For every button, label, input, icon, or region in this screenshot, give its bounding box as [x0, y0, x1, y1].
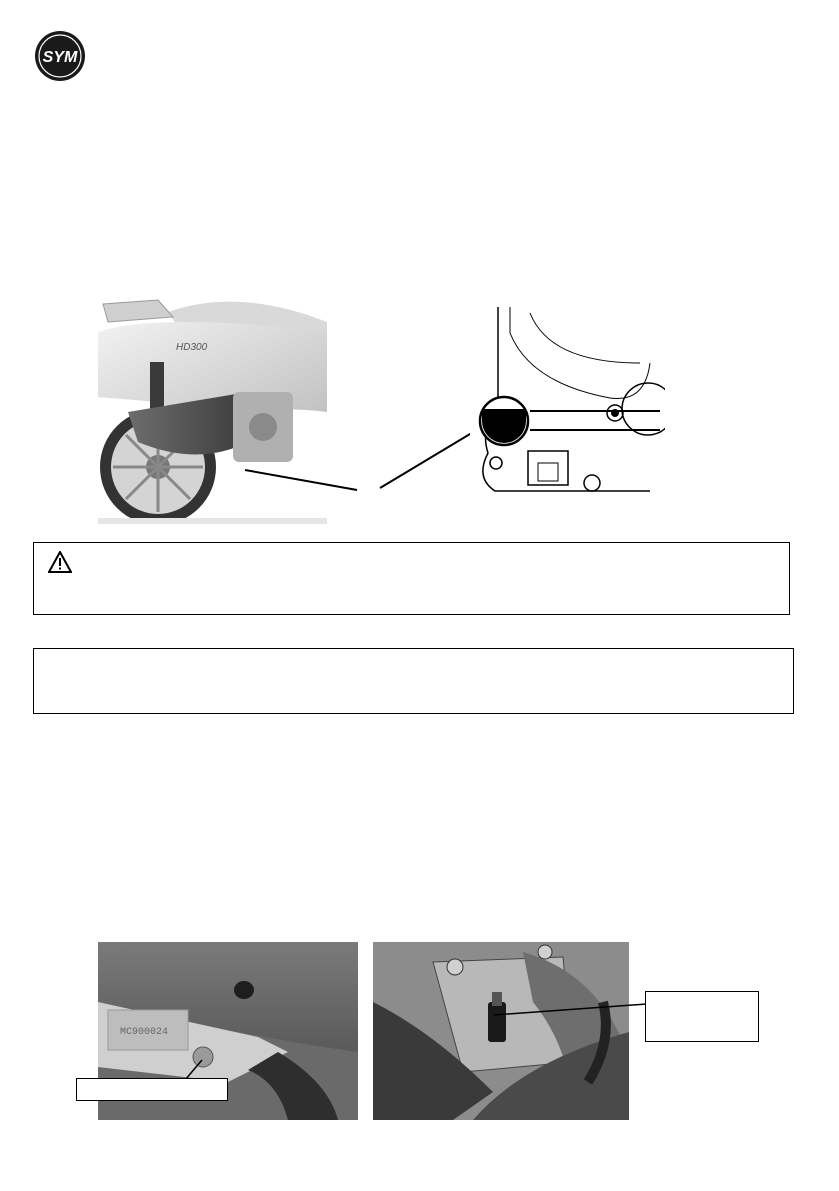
- oil-filler-label-box: [645, 991, 759, 1042]
- drain-bolt-label: [77, 1079, 227, 1085]
- oil-level-diagram: [470, 303, 665, 499]
- warning-box: [33, 542, 790, 615]
- oil-filler-label: [646, 992, 758, 1000]
- model-badge: HD300: [176, 342, 208, 353]
- note-box: [33, 648, 794, 714]
- engine-stamp: MC900024: [120, 1027, 169, 1038]
- logo-text: SYM: [42, 49, 78, 66]
- leader-line-oil-filler: [492, 1000, 652, 1020]
- drain-bolt-label-box: [76, 1078, 228, 1101]
- leader-lines-top: [240, 420, 490, 500]
- oil-filler-photo: [373, 942, 629, 1120]
- sym-logo: [34, 30, 86, 82]
- warning-triangle-icon: [48, 551, 72, 578]
